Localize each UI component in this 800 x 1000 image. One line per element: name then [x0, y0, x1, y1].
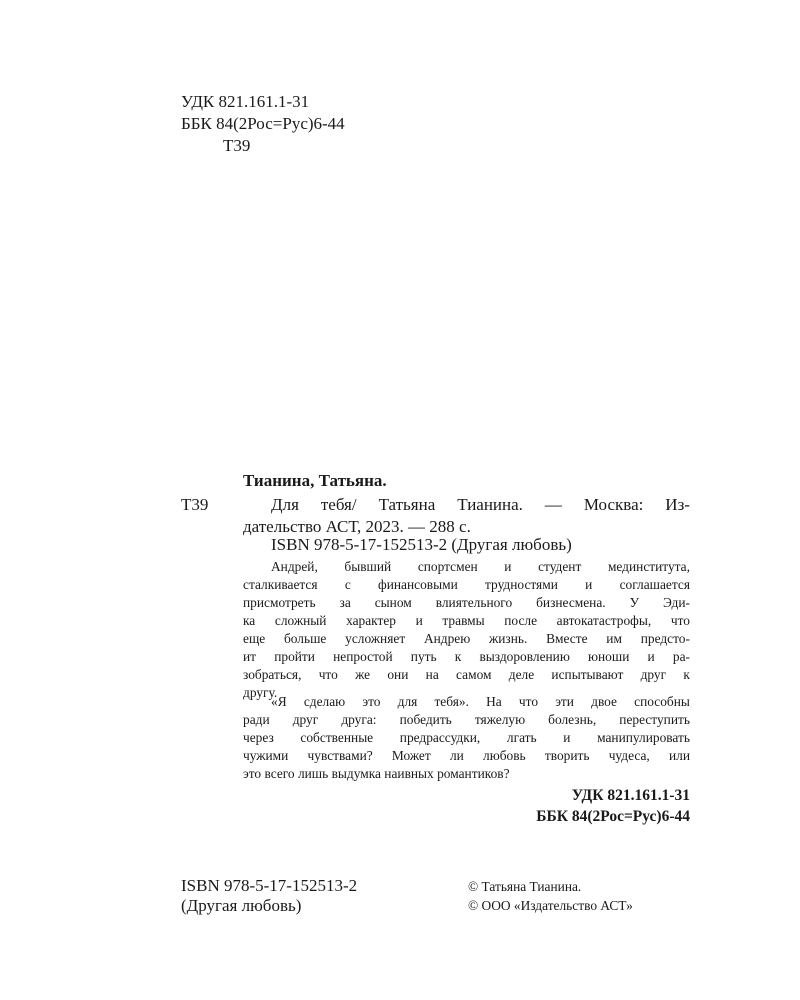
annotation-line	[243, 747, 690, 765]
word: предсто-	[640, 631, 690, 646]
annotation-line	[243, 666, 690, 684]
word: пройти	[274, 649, 315, 664]
word: ра-	[672, 649, 690, 664]
word: бизнесмена.	[536, 595, 606, 610]
word: творить	[544, 748, 590, 763]
footer-isbn: ISBN 978-5-17-152513-2	[181, 876, 358, 895]
word: больше	[283, 631, 327, 646]
word: переступить	[619, 712, 690, 727]
annotation-line	[243, 576, 690, 594]
copyright-author: © Татьяна Тианина.	[468, 879, 582, 894]
word: друг	[640, 667, 667, 682]
word: ка	[243, 613, 256, 628]
word: сложный	[274, 613, 327, 628]
word: травмы	[442, 613, 485, 628]
word: непростой	[333, 649, 393, 664]
word: друг	[292, 712, 319, 727]
word: ит	[243, 649, 257, 664]
word: зобраться,	[243, 667, 302, 682]
word: Может	[391, 748, 431, 763]
word: болезнь,	[548, 712, 597, 727]
word: на	[425, 667, 439, 682]
word: что	[670, 613, 690, 628]
word: и	[585, 577, 593, 592]
bib-word: Из-	[665, 495, 690, 514]
word: и	[415, 613, 423, 628]
word: ради	[243, 712, 270, 727]
word: друга:	[341, 712, 377, 727]
bib-word: Тианина.	[457, 495, 523, 514]
entry-cutter-code: Т39	[181, 495, 209, 514]
annotation-line	[243, 594, 690, 612]
word: и	[563, 730, 571, 745]
word: финансовыми	[378, 577, 458, 592]
word: Андрей,	[271, 559, 318, 574]
word: влиятельного	[435, 595, 513, 610]
bottom-udk-code: УДК 821.161.1-31	[571, 787, 690, 804]
top-udk-code: УДК 821.161.1-31	[181, 92, 310, 111]
word: после	[504, 613, 538, 628]
word: сыном	[374, 595, 412, 610]
word: через	[243, 730, 274, 745]
word: еще	[243, 631, 266, 646]
word: с	[344, 577, 351, 592]
word: характер	[346, 613, 396, 628]
footer-copyright-block	[468, 877, 633, 915]
bib-word: Татьяна	[378, 495, 436, 514]
word: к	[683, 667, 690, 682]
word: тяжелую	[474, 712, 526, 727]
word: мединститута,	[607, 559, 690, 574]
word: юноши	[588, 649, 630, 664]
author-heading: Тианина, Татьяна.	[243, 471, 387, 490]
word: Андрею	[423, 631, 471, 646]
word: победить	[399, 712, 452, 727]
word: способны	[634, 694, 690, 709]
word: они	[387, 667, 409, 682]
copyright-publisher: © ООО «Издательство АСТ»	[468, 898, 633, 913]
bibliographic-line-2: дательство АСТ, 2023. — 288 с.	[243, 517, 471, 536]
word: эти	[555, 694, 574, 709]
word: студент	[538, 559, 582, 574]
bottom-bbk-code: ББК 84(2Рос=Рус)6-44	[536, 808, 690, 825]
word: им	[606, 631, 622, 646]
word: самом	[456, 667, 492, 682]
annotation-line	[243, 630, 690, 648]
word: за	[339, 595, 351, 610]
bottom-classification-block	[536, 785, 690, 827]
word: спортсмен	[417, 559, 478, 574]
annotation-paragraph-2	[243, 693, 690, 783]
word: трудностями	[485, 577, 558, 592]
word: деле	[508, 667, 535, 682]
word: испытывают	[551, 667, 624, 682]
annotation-line	[243, 693, 690, 711]
word: собственные	[300, 730, 374, 745]
word: для	[397, 694, 418, 709]
annotation-line	[243, 648, 690, 666]
word: и	[504, 559, 512, 574]
word: к	[454, 649, 462, 664]
bib-word: Москва:	[583, 495, 644, 514]
word: Вместе	[546, 631, 588, 646]
annotation-paragraph-1	[243, 558, 690, 702]
annotation-line	[243, 711, 690, 729]
word: лгать	[506, 730, 537, 745]
word: сталкивается	[243, 577, 318, 592]
top-cutter-code: Т39	[223, 136, 251, 155]
bib-word: тебя/	[320, 495, 357, 514]
annotation-line	[243, 729, 690, 747]
bib-word: —	[544, 495, 562, 514]
word: усложняет	[345, 631, 406, 646]
bib-word: Для	[271, 495, 299, 514]
word: и	[647, 649, 655, 664]
word: «Я	[271, 694, 287, 709]
bibliographic-description	[243, 494, 690, 538]
word: сделаю	[303, 694, 346, 709]
footer-series: (Другая любовь)	[181, 896, 302, 915]
word: любовь	[483, 748, 526, 763]
word: бывший	[344, 559, 392, 574]
word: автокатастрофы,	[556, 613, 652, 628]
word: ли	[449, 748, 464, 763]
top-classification-block	[181, 91, 345, 157]
word: что	[318, 667, 338, 682]
word: это	[362, 694, 381, 709]
word: чужими	[243, 748, 289, 763]
word: что	[518, 694, 539, 709]
annotation-line	[243, 612, 690, 630]
word: путь	[410, 649, 437, 664]
word: двое	[591, 694, 617, 709]
annotation-line: это всего лишь выдумка наивных романтиков?	[243, 766, 510, 781]
word: У	[629, 595, 640, 610]
word: соглашается	[619, 577, 690, 592]
top-bbk-code: ББК 84(2Рос=Рус)6-44	[181, 114, 345, 133]
annotation-line	[243, 558, 690, 576]
word: предрассудки,	[399, 730, 481, 745]
word: тебя».	[434, 694, 469, 709]
word: чувствами?	[307, 748, 373, 763]
word: манипулировать	[597, 730, 690, 745]
word: присмотреть	[243, 595, 316, 610]
word: Эди-	[663, 595, 690, 610]
word: же	[355, 667, 371, 682]
annotation-line: другу.	[243, 685, 278, 700]
bibliographic-line-1	[243, 494, 690, 516]
word: На	[486, 694, 502, 709]
word: жизнь.	[489, 631, 528, 646]
word: выздоровлению	[479, 649, 570, 664]
footer-isbn-block	[181, 876, 357, 916]
entry-isbn-line: ISBN 978-5-17-152513-2 (Другая любовь)	[271, 535, 572, 554]
word: или	[668, 748, 690, 763]
word: чудеса,	[608, 748, 650, 763]
